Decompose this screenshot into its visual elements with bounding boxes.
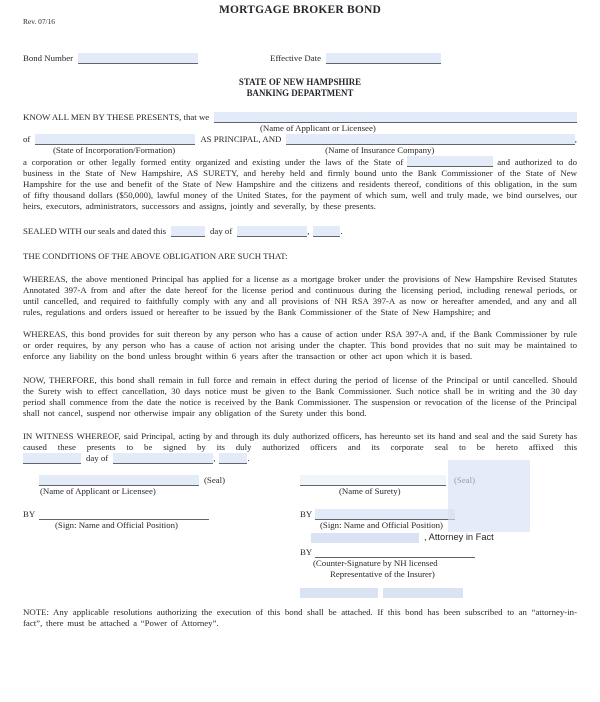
attorney-in-fact-text: , Attorney in Fact bbox=[424, 532, 494, 543]
whereas-paragraph-2: WHEREAS, this bond provides for suit thereon by any person who has a cause of action under RSA 397-A and, if the Bank Commissioner by rule or order requires, by any person who has a cause of action not arising under the chapter. This bond provides that no suit may be maintained to enforce any liability on the bond unless brought within 6 years after the transaction or other act upon which it is based. bbox=[23, 329, 577, 361]
applicant-seal-caption: (Seal) bbox=[204, 475, 226, 486]
surety-sign-field[interactable] bbox=[315, 509, 455, 520]
know-all-men-line bbox=[23, 112, 577, 123]
bond-number-label: Bond Number bbox=[23, 53, 74, 64]
as-principal-text: AS PRINCIPAL, AND bbox=[200, 134, 282, 145]
extra-fields-row bbox=[300, 588, 577, 598]
signature-block bbox=[23, 473, 577, 598]
applicant-name-caption: (Name of Applicant or Licensee) bbox=[260, 123, 376, 133]
witness-day-field[interactable] bbox=[23, 453, 81, 464]
principal-labels-row bbox=[23, 145, 577, 156]
surety-seal-field-overlay[interactable] bbox=[448, 460, 530, 532]
corporation-text-before: a corporation or other legally formed entity organized and existing under the laws of the State of bbox=[23, 157, 404, 167]
principal-sign-field[interactable] bbox=[39, 509, 209, 520]
effective-date-label: Effective Date bbox=[270, 53, 321, 64]
header-fields-row bbox=[23, 50, 577, 64]
insurance-company-field[interactable] bbox=[286, 134, 574, 145]
corporation-text-after: and authorized to do business in the State of New Hampshire, AS SURETY, and hereby held and firmly bound unto the Bank Commissioner of the State of New Hampshire for the use and benefit of the State of New Hampshire and the citizens and residents thereof, conditions of this obligation, in the sum of fifty thousand dollars ($50,000), lawful money of the United States, for the payment of which sum, well and truly made, we bind ourselves, our heirs, executors, administrators, successors and assigns, jointly and severally, by these presents. bbox=[23, 157, 577, 211]
insurance-company-caption: (Name of Insurance Company) bbox=[325, 145, 435, 155]
sealed-comma: , bbox=[307, 225, 310, 236]
counter-signature-caption-2: Representative of the Insurer) bbox=[330, 569, 435, 580]
applicant-name-field[interactable] bbox=[214, 112, 577, 123]
page-title: MORTGAGE BROKER BOND bbox=[218, 4, 382, 16]
applicant-name-under-caption: (Name of Applicant or Licensee) bbox=[40, 486, 156, 497]
witness-paragraph: IN WITNESS WHEREOF, said Principal, acting by and through its duly authorized officers, has hereunto set its hand and seal and the said Surety has caused these presents to be signed by its duly authorized officers and its corporate seal to be hereto affixed this bbox=[23, 431, 577, 453]
state-heading: STATE OF NEW HAMPSHIRE bbox=[238, 77, 362, 87]
sealed-month-field[interactable] bbox=[237, 225, 310, 237]
surety-name-under-caption: (Name of Surety) bbox=[339, 486, 401, 497]
extra-field-2[interactable] bbox=[383, 588, 463, 598]
conditions-heading: THE CONDITIONS OF THE ABOVE OBLIGATION ARE SUCH THAT: bbox=[23, 250, 288, 261]
principal-by-text: BY bbox=[23, 509, 36, 520]
witness-comma: , bbox=[213, 453, 216, 464]
witness-month-field[interactable] bbox=[113, 453, 216, 464]
attorney-name-field[interactable] bbox=[311, 533, 419, 543]
opening-clause-text: KNOW ALL MEN BY THESE PRESENTS, that we bbox=[23, 112, 210, 123]
now-therefore-paragraph: NOW, THERFORE, this bond shall remain in full force and remain in effect during the period of license of the Principal or until cancelled. Should the Surety wish to effect cancellation, 30 days notice must be given to the Bank Commissioner. Such notice shall be in writing and the 30 day period shall commence from the date the notice is received by the Bank Commissioner. The suspension or revocation of the license of the Principal shall not cancel, suspend nor otherwise impair any obligation of the Surety under this bond. bbox=[23, 374, 577, 418]
surety-by-text: BY bbox=[300, 509, 313, 520]
banking-department-heading: BANKING DEPARTMENT bbox=[246, 88, 354, 98]
surety-signature-column bbox=[300, 473, 577, 598]
applicant-seal-signature-field[interactable] bbox=[39, 475, 199, 486]
witness-period: . bbox=[247, 453, 250, 464]
sealed-period: . bbox=[340, 225, 343, 236]
corporation-paragraph bbox=[23, 156, 577, 212]
surety-name-signature-field[interactable] bbox=[300, 475, 446, 486]
counter-signature-field[interactable] bbox=[315, 547, 475, 558]
witness-day-of-text: day of bbox=[86, 453, 109, 464]
sealed-line bbox=[23, 226, 577, 237]
state-of-incorporation-field[interactable] bbox=[35, 134, 195, 145]
revision-date: Rev. 07/16 bbox=[23, 17, 55, 26]
whereas-paragraph-1: WHEREAS, the above mentioned Principal has applied for a license as a mortgage broker under the provisions of New Hampshire Revised Statutes Annotated 397-A from and after the date hereof for the license period and continuous during the licensing period, including renewal periods, or until cancelled, and required to faithfully comply with any and all provisions of NH RSA 397-A as now or hereafter amended, and any and all rules, regulations and orders issued or hereafter to be issued by the Bank Commissioner of the State of New Hampshire; and bbox=[23, 274, 577, 318]
sealed-day-field[interactable] bbox=[171, 226, 205, 237]
incorporation-caption: (State of Incorporation/Formation) bbox=[53, 145, 176, 155]
bond-number-field[interactable] bbox=[78, 53, 198, 64]
of-text: of bbox=[23, 134, 31, 145]
note-paragraph: NOTE: Any applicable resolutions authorizing the execution of this bond shall be attached. If this bond has been subscribed to an “attorney-in-fact”, there must be attached a “Power of Attorney”. bbox=[23, 607, 577, 629]
principal-signature-column bbox=[23, 473, 277, 598]
applicant-label-row bbox=[23, 123, 577, 134]
principal-sign-caption: (Sign: Name and Official Position) bbox=[55, 520, 178, 531]
surety-state-field[interactable] bbox=[407, 156, 493, 167]
witness-year-field[interactable] bbox=[219, 453, 250, 464]
surety-sign-caption: (Sign: Name and Official Position) bbox=[320, 520, 443, 531]
sealed-text: SEALED WITH our seals and dated this bbox=[23, 225, 167, 236]
principal-line bbox=[23, 134, 577, 145]
extra-field-1[interactable] bbox=[300, 588, 378, 598]
counter-signature-by-text: BY bbox=[300, 547, 313, 558]
department-heading bbox=[23, 77, 577, 99]
principal-line-comma: , bbox=[574, 134, 577, 145]
effective-date-field[interactable] bbox=[326, 53, 441, 64]
counter-signature-caption-1: (Counter-Signature by NH licensed bbox=[313, 558, 438, 569]
sealed-day-of-text: day of bbox=[210, 225, 233, 236]
sealed-year-field[interactable] bbox=[313, 225, 343, 237]
